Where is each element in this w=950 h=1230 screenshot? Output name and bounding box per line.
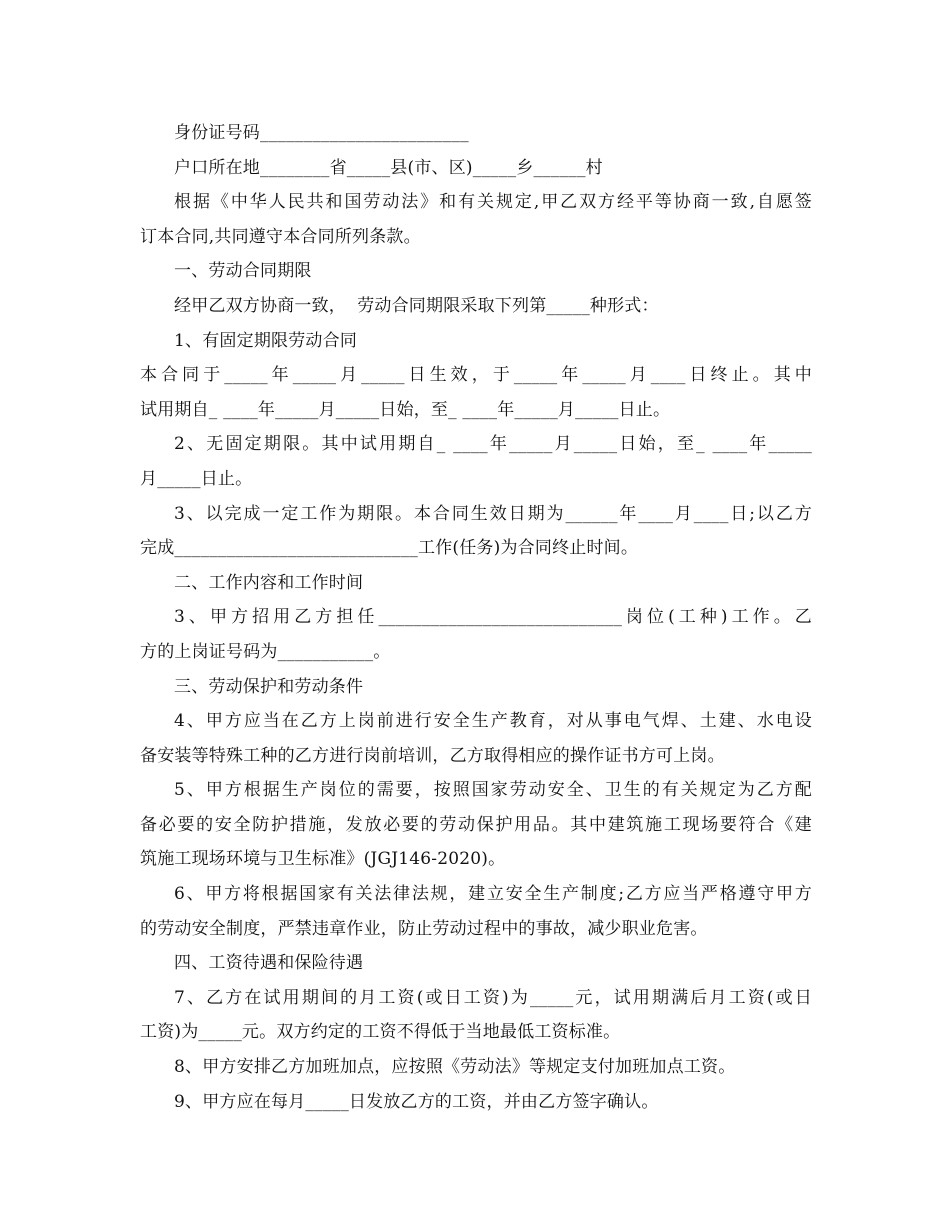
contract-line: 7、乙方在试用期间的月工资(或日工资)为_____元，试用期满后月工资(或日 (174, 987, 812, 1008)
contract-line: 订本合同,共同遵守本合同所列条款。 (140, 226, 421, 247)
contract-line: 完成____________________________工作(任务)为合同终止时间。 (140, 538, 639, 559)
contract-line: 4、甲方应当在乙方上岗前进行安全生产教育，对从事电气焊、土建、水电设 (174, 711, 812, 732)
contract-line: 3、以完成一定工作为期限。本合同生效日期为______年____月____日;以乙方 (174, 503, 812, 524)
contract-line: 6、甲方将根据国家有关法律法规，建立安全生产制度;乙方应当严格遵守甲方 (174, 884, 812, 905)
contract-line: 一、劳动合同期限 (174, 261, 312, 282)
contract-line: 5、甲方根据生产岗位的需要，按照国家劳动安全、卫生的有关规定为乙方配 (174, 780, 812, 801)
contract-line: 根据《中华人民共和国劳动法》和有关规定,甲乙双方经平等协商一致,自愿签 (174, 192, 812, 213)
contract-line: 月_____日止。 (140, 468, 253, 489)
contract-line: 户口所在地________省_____县(市、区)_____乡______村 (174, 157, 603, 178)
contract-line: 筑施工现场环境与卫生标准》(JGJ146-2020)。 (140, 849, 506, 870)
contract-line: 三、劳动保护和劳动条件 (174, 676, 364, 697)
contract-body (140, 116, 812, 1119)
contract-line: 的劳动安全制度，严禁违章作业，防止劳动过程中的事故，减少职业危害。 (140, 918, 708, 939)
contract-line: 经甲乙双方协商一致， 劳动合同期限采取下列第_____种形式： (174, 295, 659, 316)
contract-line: 1、有固定期限劳动合同 (174, 330, 358, 351)
contract-line: 二、工作内容和工作时间 (174, 572, 364, 593)
contract-line: 备安装等特殊工种的乙方进行岗前培训，乙方取得相应的操作证书方可上岗。 (140, 745, 725, 766)
contract-line: 方的上岗证号码为___________。 (140, 641, 391, 662)
contract-line: 四、工资待遇和保险待遇 (174, 953, 364, 974)
contract-line: 3、甲方招用乙方担任____________________________岗位(工种)工作。乙 (174, 607, 812, 628)
contract-line: 试用期自_ ____年_____月_____日始，至_ ____年_____月_____日止。 (140, 399, 671, 420)
contract-line: 身份证号码________________________ (174, 123, 469, 143)
contract-line: 工资)为_____元。双方约定的工资不得低于当地最低工资标准。 (140, 1022, 621, 1043)
contract-line: 本合同于_____年_____月_____日生效，于_____年_____月____日终止。其中 (140, 365, 812, 386)
contract-line: 8、甲方安排乙方加班加点，应按照《劳动法》等规定支付加班加点工资。 (174, 1057, 736, 1078)
contract-line: 9、甲方应在每月_____日发放乙方的工资，并由乙方签字确认。 (174, 1091, 659, 1112)
contract-line: 备必要的安全防护措施，发放必要的劳动保护用品。其中建筑施工现场要符合《建 (140, 814, 812, 835)
contract-line: 2、无固定期限。其中试用期自_ ____年_____月_____日始，至_ ____年_____ (174, 434, 812, 455)
